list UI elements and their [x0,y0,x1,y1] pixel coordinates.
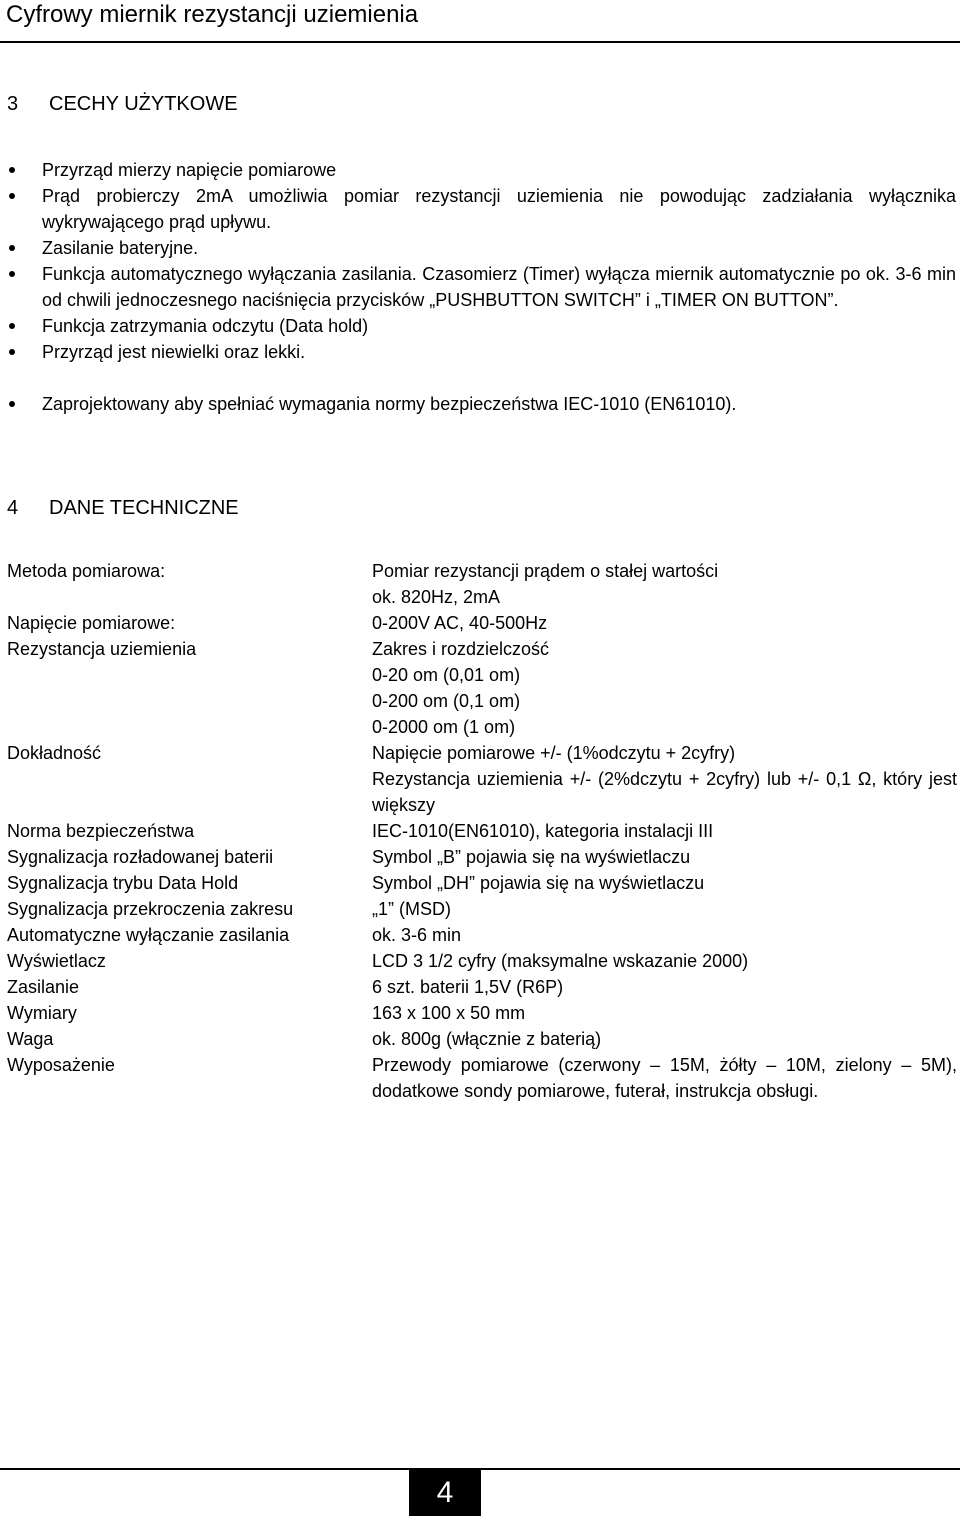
section-3-title: CECHY UŻYTKOWE [49,93,238,115]
spec-label: Waga [7,1029,54,1049]
spec-value [372,1052,957,1104]
spec-value-line: 0-2000 om (1 om) [372,717,516,737]
spec-value-line: 0-200 om (0,1 om) [372,691,521,711]
spec-label: Wyposażenie [7,1055,115,1075]
spec-value-line: „1” (MSD) [372,899,451,919]
spec-label: Napięcie pomiarowe: [7,613,176,633]
spec-row-low-battery [7,844,957,870]
spec-row-display [7,948,957,974]
feature-item: Zasilanie bateryjne. [0,235,960,261]
spec-row-data-hold [7,870,957,896]
section-4-title: DANE TECHNICZNE [49,497,239,519]
spec-value [372,558,957,610]
spec-row-weight [7,1026,957,1052]
feature-item: Prąd probierczy 2mA umożliwia pomiar rezystancji uziemienia nie powodując zadziałania wyłącznika wykrywającego prąd upływu. [0,183,960,235]
spec-value-line: Zakres i rozdzielczość [372,639,550,659]
spec-label: Automatyczne wyłączanie zasilania [7,925,290,945]
section-4-heading [7,497,239,520]
spec-value [372,922,957,948]
spec-label: Metoda pomiarowa: [7,561,166,581]
spec-row-method [7,558,957,610]
spec-label: Rezystancja uziemienia [7,639,197,659]
spec-row-accessories [7,1052,957,1104]
document-header-title: Cyfrowy miernik rezystancji uziemienia [6,1,419,28]
spec-label: Sygnalizacja rozładowanej baterii [7,847,274,867]
spec-row-test-voltage [7,610,957,636]
spec-label: Sygnalizacja przekroczenia zakresu [7,899,294,919]
spec-value [372,636,957,740]
spec-label: Norma bezpieczeństwa [7,821,195,841]
spec-value [372,844,957,870]
spec-label: Wyświetlacz [7,951,106,971]
spec-row-safety-standard [7,818,957,844]
spec-row-dimensions [7,1000,957,1026]
spec-value [372,610,957,636]
feature-item: Zaprojektowany aby spełniać wymagania normy bezpieczeństwa IEC-1010 (EN61010). [0,391,960,417]
spec-label: Wymiary [7,1003,77,1023]
spec-row-auto-power-off [7,922,957,948]
spec-value [372,740,957,818]
spec-value [372,870,957,896]
spec-row-earth-resistance [7,636,957,740]
spec-value [372,896,957,922]
spec-value-line: 0-20 om (0,01 om) [372,665,521,685]
features-list [0,157,960,417]
spec-value-line: Przewody pomiarowe (czerwony – 15M, żółty – 10M, zielony – 5M), dodatkowe sondy pomiarowe, futerał, instrukcja obsługi. [372,1055,957,1101]
spec-value-line: Symbol „DH” pojawia się na wyświetlaczu [372,873,705,893]
feature-item: Funkcja automatycznego wyłączania zasilania. Czasomierz (Timer) wyłącza miernik automatycznie po ok. 3-6 min od chwili jednoczesnego naciśnięcia przycisków „PUSHBUTTON SWITCH” i „TIMER ON BUTTON”. [0,261,960,313]
spec-value [372,818,957,844]
spec-value [372,974,957,1000]
spec-value-line: ok. 820Hz, 2mA [372,587,501,607]
spec-label: Sygnalizacja trybu Data Hold [7,873,239,893]
section-3-heading [7,93,238,116]
spec-value-line: LCD 3 1/2 cyfry (maksymalne wskazanie 2000) [372,951,749,971]
spec-value [372,1026,957,1052]
header-divider [0,41,960,43]
feature-item: Przyrząd jest niewielki oraz lekki. [0,339,960,365]
spec-value [372,948,957,974]
spec-value [372,1000,957,1026]
spec-value-line: Symbol „B” pojawia się na wyświetlaczu [372,847,691,867]
page-number: 4 [409,1470,481,1516]
spec-value-line: Pomiar rezystancji prądem o stałej wartości [372,561,719,581]
spec-value-line: 6 szt. baterii 1,5V (R6P) [372,977,564,997]
spec-value-line: IEC-1010(EN61010), kategoria instalacji III [372,821,714,841]
section-4-number: 4 [7,497,19,519]
spec-row-power-supply [7,974,957,1000]
spec-row-overrange [7,896,957,922]
spec-value-line: Napięcie pomiarowe +/- (1%odczytu + 2cyfry) [372,743,736,763]
spec-value-line: Rezystancja uziemienia +/- (2%dczytu + 2cyfry) lub +/- 0,1 Ω, który jest większy [372,769,957,815]
technical-specs-table [7,558,957,1104]
spec-value-line: 0-200V AC, 40-500Hz [372,613,548,633]
feature-item: Funkcja zatrzymania odczytu (Data hold) [0,313,960,339]
feature-item: Przyrząd mierzy napięcie pomiarowe [0,157,960,183]
spec-label: Dokładność [7,743,102,763]
section-3-number: 3 [7,93,19,115]
spec-row-accuracy [7,740,957,818]
spec-label: Zasilanie [7,977,80,997]
spec-value-line: ok. 800g (włącznie z baterią) [372,1029,602,1049]
spec-value-line: 163 x 100 x 50 mm [372,1003,526,1023]
spec-value-line: ok. 3-6 min [372,925,462,945]
